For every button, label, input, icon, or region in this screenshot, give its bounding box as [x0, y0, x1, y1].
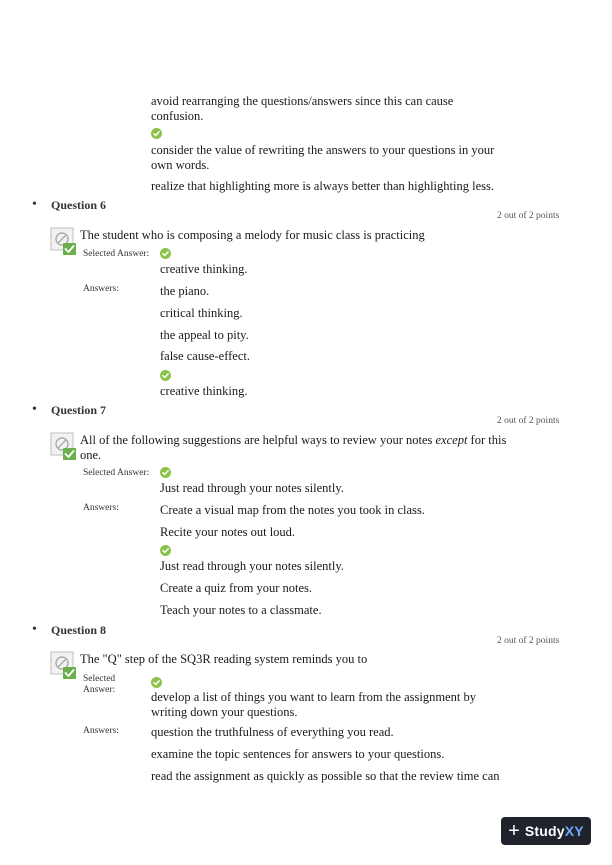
selected-answer-label: Selected [83, 674, 116, 684]
question-correct-icon [50, 651, 78, 681]
selected-answer-label: Selected Answer: [83, 249, 150, 259]
answer-option: Create a quiz from your notes. [160, 581, 313, 595]
question-correct-icon [50, 432, 78, 462]
answer-option: creative thinking. [160, 384, 248, 398]
answer-option: the piano. [160, 284, 210, 298]
question-score: 2 out of 2 points [497, 636, 560, 646]
question-title: Question 6 [51, 198, 107, 212]
selected-answer-text: develop a list of things you want to learn from the assignment by writing down your questions. [151, 690, 476, 719]
answers-label: Answers: [83, 726, 119, 736]
answer-option-text: consider the value of rewriting the answers to your questions in your own words. [151, 143, 495, 172]
question-score: 2 out of 2 points [497, 211, 560, 221]
correct-check-icon [160, 248, 171, 259]
selected-answer-text: creative thinking. [160, 262, 248, 276]
correct-check-icon [160, 370, 171, 381]
answer-option: examine the topic sentences for answers to your questions. [151, 747, 445, 761]
bullet: • [32, 622, 37, 637]
question-text: The "Q" step of the SQ3R reading system reminds you to [80, 652, 368, 666]
answers-label: Answers: [83, 503, 119, 513]
answer-option: false cause-effect. [160, 349, 250, 363]
answer-option: question the truthfulness of everything you read. [151, 725, 394, 739]
selected-answer-label: Selected Answer: [83, 468, 150, 478]
correct-check-icon [160, 467, 171, 478]
studyxy-logo[interactable] [501, 817, 591, 845]
question-correct-icon [50, 227, 78, 257]
answer-option: Recite your notes out loud. [160, 525, 296, 539]
correct-check-icon [151, 128, 162, 139]
brand-name: StudyXY [524, 823, 584, 839]
answer-option-text: realize that highlighting more is always better than highlighting less. [151, 179, 494, 193]
bullet: • [32, 402, 37, 417]
question-text: All of the following suggestions are helpful ways to review your notes except for this one. [80, 433, 507, 462]
correct-check-icon [160, 545, 171, 556]
correct-check-icon [151, 677, 162, 688]
bullet: • [32, 197, 37, 212]
answer-option: read the assignment as quickly as possible so that the review time can [151, 769, 500, 783]
question-title: Question 8 [51, 623, 107, 637]
question-score: 2 out of 2 points [497, 416, 560, 426]
question-text: The student who is composing a melody for music class is practicing [80, 228, 425, 242]
selected-answer-text: Just read through your notes silently. [160, 481, 344, 495]
answer-option: Create a visual map from the notes you took in class. [160, 503, 425, 517]
plus-icon: + [508, 820, 520, 842]
answer-option-text: avoid rearranging the questions/answers since this can cause confusion. [151, 94, 454, 123]
answers-label: Answers: [83, 284, 119, 294]
answer-option: Teach your notes to a classmate. [160, 603, 322, 617]
answer-option: Just read through your notes silently. [160, 559, 344, 573]
answer-option: critical thinking. [160, 306, 243, 320]
answer-option: the appeal to pity. [160, 328, 249, 342]
selected-answer-label: Answer: [83, 685, 116, 695]
question-title: Question 7 [51, 403, 107, 417]
